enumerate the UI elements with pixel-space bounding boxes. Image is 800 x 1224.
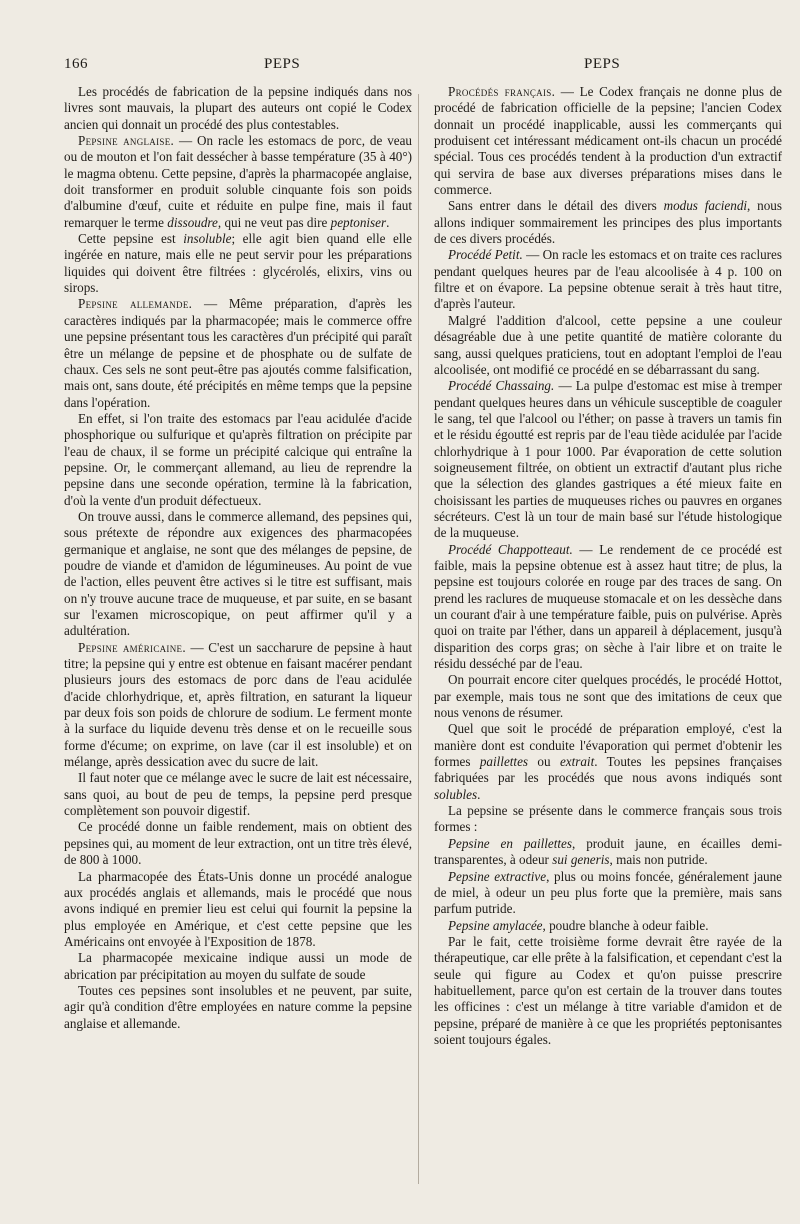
italic-term: peptoniser [330,214,387,230]
italic-term: dissoudre [167,214,218,230]
paragraph [434,836,782,869]
italic-term: Pepsine en paillettes [448,835,572,851]
section-heading: Pepsine américaine. [78,639,186,655]
italic-term: extrait [559,754,595,770]
section-heading: Procédés français. [448,84,556,99]
paragraph-text: Sans entrer dans le détail des divers [448,198,664,214]
paragraph-text: — Le rendement de ce procédé est faible, mais la pepsine obtenue est à assez haut titre; de plus, la pepsine est toujours colorée en rouge par des traces de sang. On prend les raclures de muqueuse stomacale et on les dessèche dans un courant d'air à une température faible, puis on pulvérise. Après quoi on traite par l'éther, dans un appareil à déplacement, jusqu'à disparition des corps gras; on sèche à l'air libre et on traite le résidu desséché par de l'eau. [434,541,782,672]
running-header [64,56,744,82]
paragraph: Ce procédé donne un faible rendement, mais on obtient des pepsines qui, au moment de leur extraction, ont un titre très élevé, de 800 à 1000. [64,819,412,868]
paragraph [64,296,412,410]
paragraph-text: — On racle les estomacs de porc, de veau ou de mouton et l'on fait dessécher à basse température (35 à 40°) le magma obtenu. Cette pepsine, d'après la pharmacopée anglaise, doit transformer en produit soluble cinquante fois son poids d'albumine d'œuf, cuite et réduite en pulpe fine, mais il faut remarquer le terme [64,133,412,230]
paragraph: Les procédés de fabrication de la pepsine indiqués dans nos livres sont mauvais, la plupart des auteurs ont copié le Codex ancien qui donnait un procédé des plus contestables. [64,84,412,132]
paragraph [434,542,782,673]
section-heading: Procédé Chappotteaut. [448,541,573,557]
paragraph-text: — Même préparation, d'après les caractères indiqués par la pharmacopée; mais le commerce offre une pepsine présentant tous les caractères d'un précipité qui paraît être un mélange de pepsine et de phosphate ou de sulfate de chaux. Ces sels ne sont peut-être pas ajoutés comme falsification, mais ont, sans doute, été précipités en même temps que la pepsine dans l'opération. [64,296,413,410]
section-heading: Pepsine allemande. [78,296,193,312]
paragraph: Malgré l'addition d'alcool, cette pepsine a une couleur désagréable due à une petite quantité de matière colorante du sang, aussi quelques praticiens, tout en adoptant l'emploi de l'eau alcoolisée, ont modifié ce procédé en se débarrassant du sang. [434,312,782,377]
section-heading: Pepsine anglaise. [78,133,175,149]
paragraph: En effet, si l'on traite des estomacs par l'eau acidulée d'acide phosphorique ou sulfurique et qu'après filtration on précipite par l'eau de chaux, il se forme un précipité calcique qui entraîne la pepsine. Or, le commerçant allemand, au lieu de reprendre la pepsine dans une seconde opération, termine là la fabrication, d'où la vente d'un produit défectueux. [64,410,412,508]
column-divider [418,94,419,1184]
paragraph-text: — C'est un saccharure de pepsine à haut titre; la pepsine qui y entre est obtenue en faisant macérer pendant plusieurs jours des estomacs de porc dans de l'eau acidulée d'acide chlorhydrique, et, après filtration, en saturant la liqueur par deux fois son poids de chlorure de sodium. Le ferment monte à la surface du liquide devenu très dense et on le recueille sous forme d'écume; on exprime, on lave (car il est insoluble) et on mélange, après dessication avec du sucre de lait. [64,639,412,770]
paragraph-text: Quel que soit le procédé de préparation employé, c'est la manière dont est conduite l'évaporation qui permet d'obtenir les formes [434,721,782,770]
paragraph-text: , nous allons indiquer sommairement les principes des plus importants de ces divers procédés. [434,198,782,247]
italic-term: modus faciendi [663,198,748,214]
paragraph-text: , poudre blanche à odeur faible. [542,917,709,933]
paragraph: Toutes ces pepsines sont insolubles et ne peuvent, par suite, agir qu'à condition d'être employées en nature comme la pepsine anglaise et allemande. [64,982,412,1031]
paragraph [64,640,412,771]
paragraph-text: ; elle agit bien quand elle elle ingérée en nature, mais elle ne peut servir pour les préparations liquides qui doivent être filtrées : glycérolés, elixirs, vins ou sirops. [64,231,412,296]
italic-term: insoluble [183,231,232,247]
paragraph-text: . [477,786,481,802]
italic-term: sui generis [552,852,610,868]
paragraph: La pepsine se présente dans le commerce français sous trois formes : [434,803,782,835]
paragraph [434,84,782,198]
paragraph [434,918,782,934]
paragraph [64,231,412,296]
italic-term: solubles [434,786,478,802]
paragraph-text: . Toutes les pepsines françaises fabriquées par les procédés que nous avons indiqués sont [434,754,782,786]
section-heading: Procédé Chassaing. [448,378,555,394]
paragraph [64,133,412,231]
paragraph [434,378,782,541]
italic-term: paillettes [479,754,529,770]
paragraph-text: , produit jaune, en écailles demi-transparentes, à odeur [434,835,782,868]
paragraph: On pourrait encore citer quelques procédés, le procédé Hottot, par exemple, mais tous ne sont que des imitations de ceux que nous venons de résumer. [434,672,782,721]
paragraph-text: — On racle les estomacs et on traite ces raclures pendant quelques heures par de l'eau alcoolisée à 4 p. 100 on filtre et on évapore. La pepsine obtenue serait à très haut titre, d'après l'auteur. [434,247,782,312]
paragraph: La pharmacopée des États-Unis donne un procédé analogue aux procédés anglais et allemands, mais le procédé que nous avons indiqué en premier lieu est celui qui fournit la pepsine la plus employée en Amérique, et c'est cette pepsine que les Américains ont envoyée à l'Exposition de 1878. [64,868,412,949]
right-column [434,84,782,1048]
paragraph-text: — La pulpe d'estomac est mise à tremper pendant quelques heures dans un véhicule susceptible de coaguler le sang, tel que l'alcool ou l'éther; on passe à travers un tamis fin et le résidu égoutté est repris par de l'eau tiède acidulée par l'acide chlorhydrique à 1 pour 1000. Par évaporation de cette solution soigneusement filtrée, on obtient un extractif d'autant plus riche que la sélection des glandes gastriques a été mieux faite en choisissant les parties de muqueuses riches ou pauvres en organes sécréteurs. C'est là un tour de main basé sur l'étude histologique de la muqueuse. [434,378,783,541]
paragraph-text: , mais non putride. [609,852,708,868]
page-number: 166 [64,56,88,72]
paragraph [434,198,782,247]
paragraph-text: . [386,214,390,230]
paragraph-text: ou [528,754,560,770]
paragraph-text: — Le Codex français ne donne plus de procédé de fabrication officielle de la pepsine; l'ancien Codex donnait un procédé inapplicable, aussi les commerçants qui produisent cet intéressant médicament ont-ils chacun un procédé spécial. Tous ces procédés tendent à la production d'un extractif qui servira de base aux diverses préparations mises dans le commerce. [434,84,783,198]
section-heading: Procédé Petit. [448,247,523,263]
paragraph: Par le fait, cette troisième forme devrait être rayée de la thérapeutique, car elle prête à la falsification, et cependant c'est la seule qui figure au Codex et qu'on puisse prescrire habituellement, parce qu'on est certain de la trouver dans toutes les officines : c'est un mélange à titre variable d'amidon et de pepsine, préparé de manière à ce que les propriétés peptonisantes soient toujours égales. [434,933,782,1047]
paragraph-text: , qui ne veut pas dire [217,214,331,230]
paragraph [434,721,782,803]
italic-term: Pepsine amylacée [448,917,543,933]
paragraph [434,247,782,312]
paragraph: Il faut noter que ce mélange avec le sucre de lait est nécessaire, sans quoi, au bout de peu de temps, la pepsine perd presque complètement son pouvoir digestif. [64,770,412,819]
running-title-right: PEPS [584,56,621,72]
paragraph [434,869,782,918]
paragraph: La pharmacopée mexicaine indique aussi un mode de abrication par précipitation au moyen du sulfate de soude [64,950,412,982]
paragraph-text: , plus ou moins foncée, généralement jaune de miel, à odeur un peu plus forte que la première, mais sans parfum putride. [434,868,782,917]
paragraph: On trouve aussi, dans le commerce allemand, des pepsines qui, sous prétexte de répondre aux exigences des pharmacopées germanique et anglaise, ne sont que des mélanges de pepsine, de poudre de viande et d'amidon de légumineuses. Au point de vue de l'action, elles peuvent être actives si le titre est suffisant, mais on n'y trouve aucune trace de muqueuse, et par suite, en se basant sur l'examen microscopique, on peut affirmer qu'il y a adultération. [64,508,412,639]
running-title-left: PEPS [264,56,301,72]
paragraph-text: Cette pepsine est [78,231,184,247]
italic-term: Pepsine extractive [448,868,547,884]
left-column [64,84,412,1032]
